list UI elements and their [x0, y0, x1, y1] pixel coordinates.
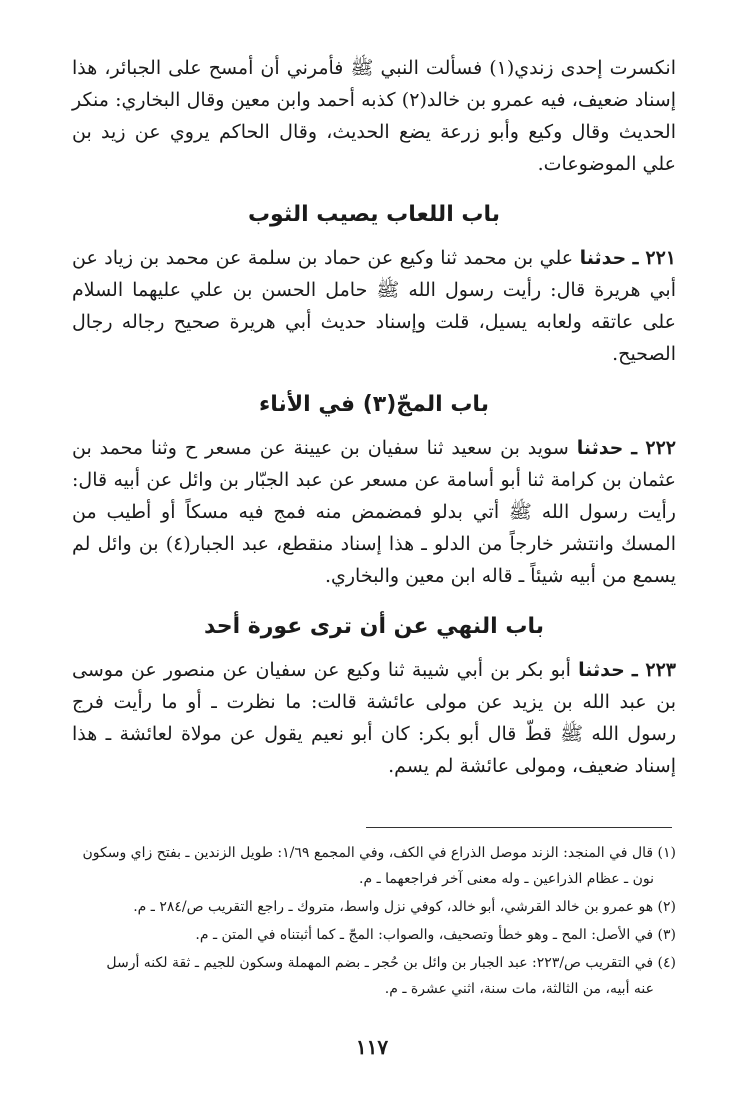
hadith-keyword: حدثنا	[578, 659, 625, 681]
section-223	[72, 610, 676, 782]
section-heading: باب اللعاب يصيب الثوب	[247, 202, 501, 227]
footnote-4	[72, 950, 676, 1002]
intro-paragraph: انكسرت إحدى زندي(١) فسألت النبي ﷺ فأمرني أن أمسح على الجبائر، هذا إسناد ضعيف، فيه عمرو بن خالد(٢) كذبه أحمد وابن معين وقال البخاري: منكر الحديث وقال وكيع وأبو زرعة يضع الحديث، وقال الحاكم يروي عن زيد بن علي الموضوعات.	[72, 57, 676, 175]
footnote-divider	[366, 827, 672, 828]
footnote-text: (١) قال في المنجد: الزند موصل الذراع في الكف، وفي المجمع ١/٦٩: طويل الزندين ـ بفتح زاي وسكون	[82, 845, 676, 861]
footnote-text: (٤) في التقريب ص/٢٢٣: عبد الجبار بن وائل بن حُجر ـ بضم المهملة وسكون للجيم ـ ثقة لكنه أرسل	[106, 955, 676, 971]
section-221	[72, 198, 676, 370]
section-heading: باب النهي عن أن ترى عورة أحد	[204, 614, 544, 639]
hadith-keyword: حدثنا	[576, 437, 624, 459]
hadith-number: ٢٢٢ ـ	[631, 437, 676, 459]
page-body	[72, 52, 676, 782]
hadith-number: ٢٢٣ ـ	[632, 659, 676, 681]
hadith-paragraph	[72, 654, 676, 782]
hadith-number: ٢٢١ ـ	[632, 247, 676, 269]
hadith-paragraph	[72, 242, 676, 370]
section-heading: باب المجّ(٣) في الأناء	[259, 392, 489, 417]
hadith-keyword: حدثنا	[579, 247, 627, 269]
hadith-text: سويد بن سعيد ثنا سفيان بن عيينة عن مسعر ح وثنا محمد بن عثمان بن كرامة ثنا أبو أسامة عن مسعر عن عبد الجبّار بن وائل عن أبيه قال: رأيت رسول الله ﷺ أتي بدلو فمضمض منه فمج فيه مسكاً أو أطيب من المسك وانتشر خارجاً من الدلو ـ هذا إسناد منقطع، عبد الجبار(٤) بن وائل لم يسمع من أبيه شيئاً ـ قاله ابن معين والبخاري.	[72, 437, 676, 587]
hadith-text: أبو بكر بن أبي شيبة ثنا وكيع عن سفيان عن منصور عن موسى بن عبد الله بن يزيد عن مولى عائشة قالت: ما نظرت ـ أو ما رأيت فرج رسول الله ﷺ قطّ قال أبو بكر: كان أبو نعيم يقول عن مولاة لعائشة ـ هذا إسناد ضعيف، ومولى عائشة لم يسم.	[72, 659, 676, 777]
footnote-text: (٣) في الأصل: المح ـ وهو خطأ وتصحيف، والصواب: المجّ ـ كما أثبتناه في المتن ـ م.	[195, 927, 676, 943]
footnote-1	[72, 840, 676, 892]
page-number: ١١٧	[355, 1035, 389, 1059]
hadith-paragraph	[72, 432, 676, 592]
footnote-3	[72, 922, 676, 948]
footnote-continuation: عنه أبيه، من الثالثة، مات سنة، اثني عشرة ـ م.	[384, 981, 654, 997]
section-222	[72, 388, 676, 592]
footnote-continuation: نون ـ عظام الذراعين ـ وله معنى آخر فراجعهما ـ م.	[359, 871, 654, 887]
footnotes	[72, 840, 676, 1004]
footnote-text: (٢) هو عمرو بن خالد القرشي، أبو خالد، كوفي نزل واسط، متروك ـ راجع التقريب ص/٢٨٤ ـ م.	[133, 899, 676, 915]
hadith-text: علي بن محمد ثنا وكيع عن حماد بن سلمة عن محمد بن زياد عن أبي هريرة قال: رأيت رسول الله ﷺ حامل الحسن بن علي عليهما السلام على عاتقه ولعابه يسيل، قلت وإسناد حديث أبي هريرة صحيح رجاله رجال الصحيح.	[72, 247, 676, 365]
footnote-2	[72, 894, 676, 920]
